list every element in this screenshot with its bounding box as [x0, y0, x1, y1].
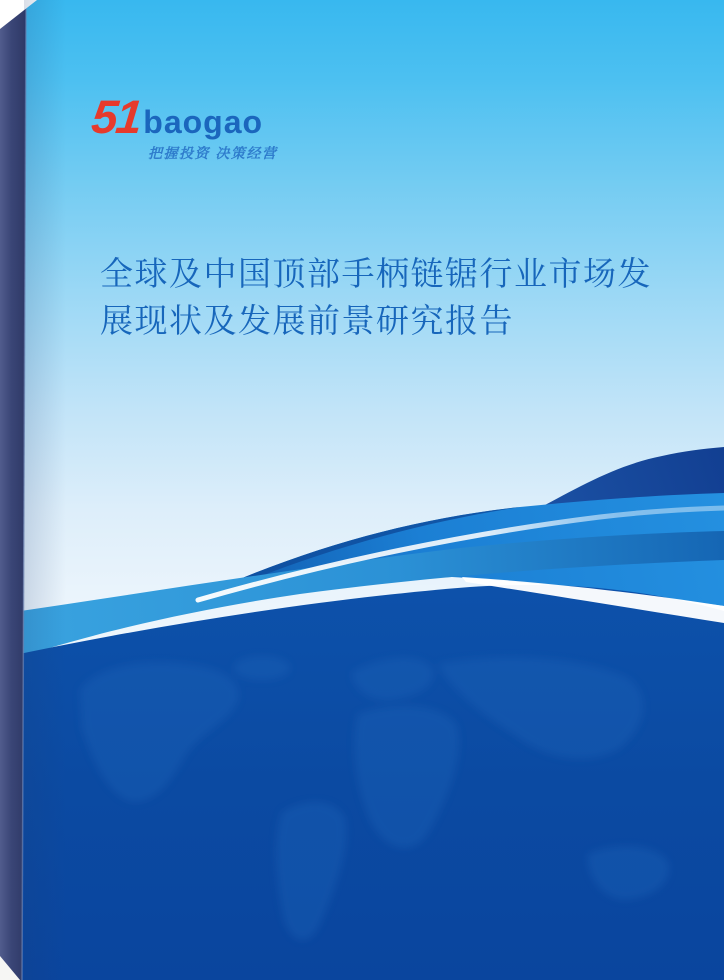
logo-baogao-wordmark: baogao: [143, 104, 264, 140]
brand-logo: [89, 90, 264, 143]
report-title-line-1: 全球及中国顶部手柄链锯行业市场发: [100, 255, 652, 292]
logo-51-mark: 51: [89, 90, 144, 143]
logo-tagline: 把握投资 决策经营: [148, 145, 278, 161]
report-title-line-2: 展现状及发展前景研究报告: [100, 302, 514, 339]
report-title: [100, 250, 675, 344]
